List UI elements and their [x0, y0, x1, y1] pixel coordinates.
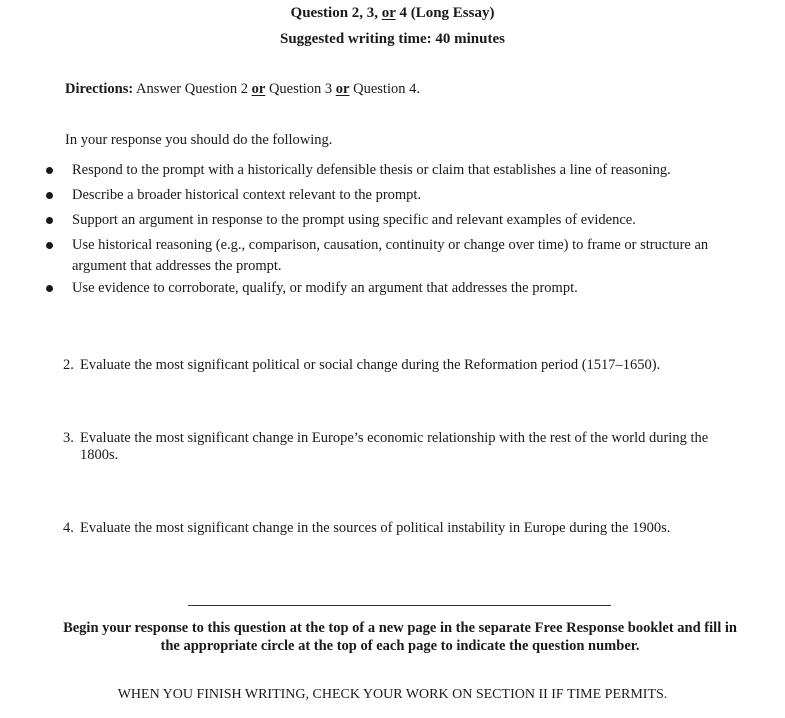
- directions-or-2: or: [335, 81, 350, 97]
- question-number: 2.: [63, 357, 74, 373]
- page-subtitle: Suggested writing time: 40 minutes: [280, 31, 505, 47]
- question-number: 4.: [63, 520, 74, 536]
- directions-text-1: Answer Question 2: [133, 81, 252, 97]
- directions-label: Directions:: [65, 81, 134, 97]
- title-suffix: 4 (Long Essay): [395, 5, 495, 21]
- question-text: Evaluate the most significant change in Europe’s economic relationship with the rest of the world during the 1800s.: [80, 430, 709, 463]
- title-prefix: Question 2, 3,: [290, 5, 382, 21]
- directions: [65, 81, 420, 98]
- list-item: [46, 185, 726, 206]
- intro-text: In your response you should do the following.: [65, 132, 333, 148]
- bullet-dot-icon: [46, 167, 53, 174]
- question-number: 3.: [63, 430, 74, 446]
- list-item: [46, 235, 726, 277]
- bullet-text: Respond to the prompt with a historically defensible thesis or claim that establishes a line of reasoning.: [72, 162, 671, 178]
- question-4: [63, 520, 723, 537]
- list-item: [46, 210, 726, 231]
- divider: [188, 605, 611, 606]
- bullet-dot-icon: [46, 192, 53, 199]
- begin-instructions: Begin your response to this question at the top of a new page in the separate Free Response booklet and fill in the appropriate circle at the top of each page to indicate the question number.: [63, 620, 737, 654]
- bullet-text: Describe a broader historical context relevant to the prompt.: [72, 187, 422, 203]
- bullet-dot-icon: [46, 242, 53, 249]
- list-item: [46, 278, 726, 299]
- question-text: Evaluate the most significant political or social change during the Reformation period (1517–1650).: [80, 357, 661, 373]
- question-3: [63, 430, 723, 464]
- bullet-text: Use evidence to corroborate, qualify, or modify an argument that addresses the prompt.: [72, 280, 578, 296]
- bullet-text: Support an argument in response to the prompt using specific and relevant examples of evidence.: [72, 212, 636, 228]
- directions-text-3: Question 4.: [349, 81, 420, 97]
- bullet-dot-icon: [46, 285, 53, 292]
- page-title: [0, 5, 785, 22]
- title-or: or: [381, 5, 396, 21]
- finish-instructions: WHEN YOU FINISH WRITING, CHECK YOUR WORK ON SECTION II IF TIME PERMITS.: [117, 687, 668, 702]
- bullet-dot-icon: [46, 217, 53, 224]
- bullet-text: Use historical reasoning (e.g., comparison, causation, continuity or change over time) to frame or structure an argument that addresses the prompt.: [72, 237, 709, 274]
- directions-or-1: or: [251, 81, 266, 97]
- question-text: Evaluate the most significant change in the sources of political instability in Europe during the 1900s.: [80, 520, 671, 536]
- list-item: [46, 160, 726, 181]
- directions-text-2: Question 3: [265, 81, 336, 97]
- question-2: [63, 357, 723, 374]
